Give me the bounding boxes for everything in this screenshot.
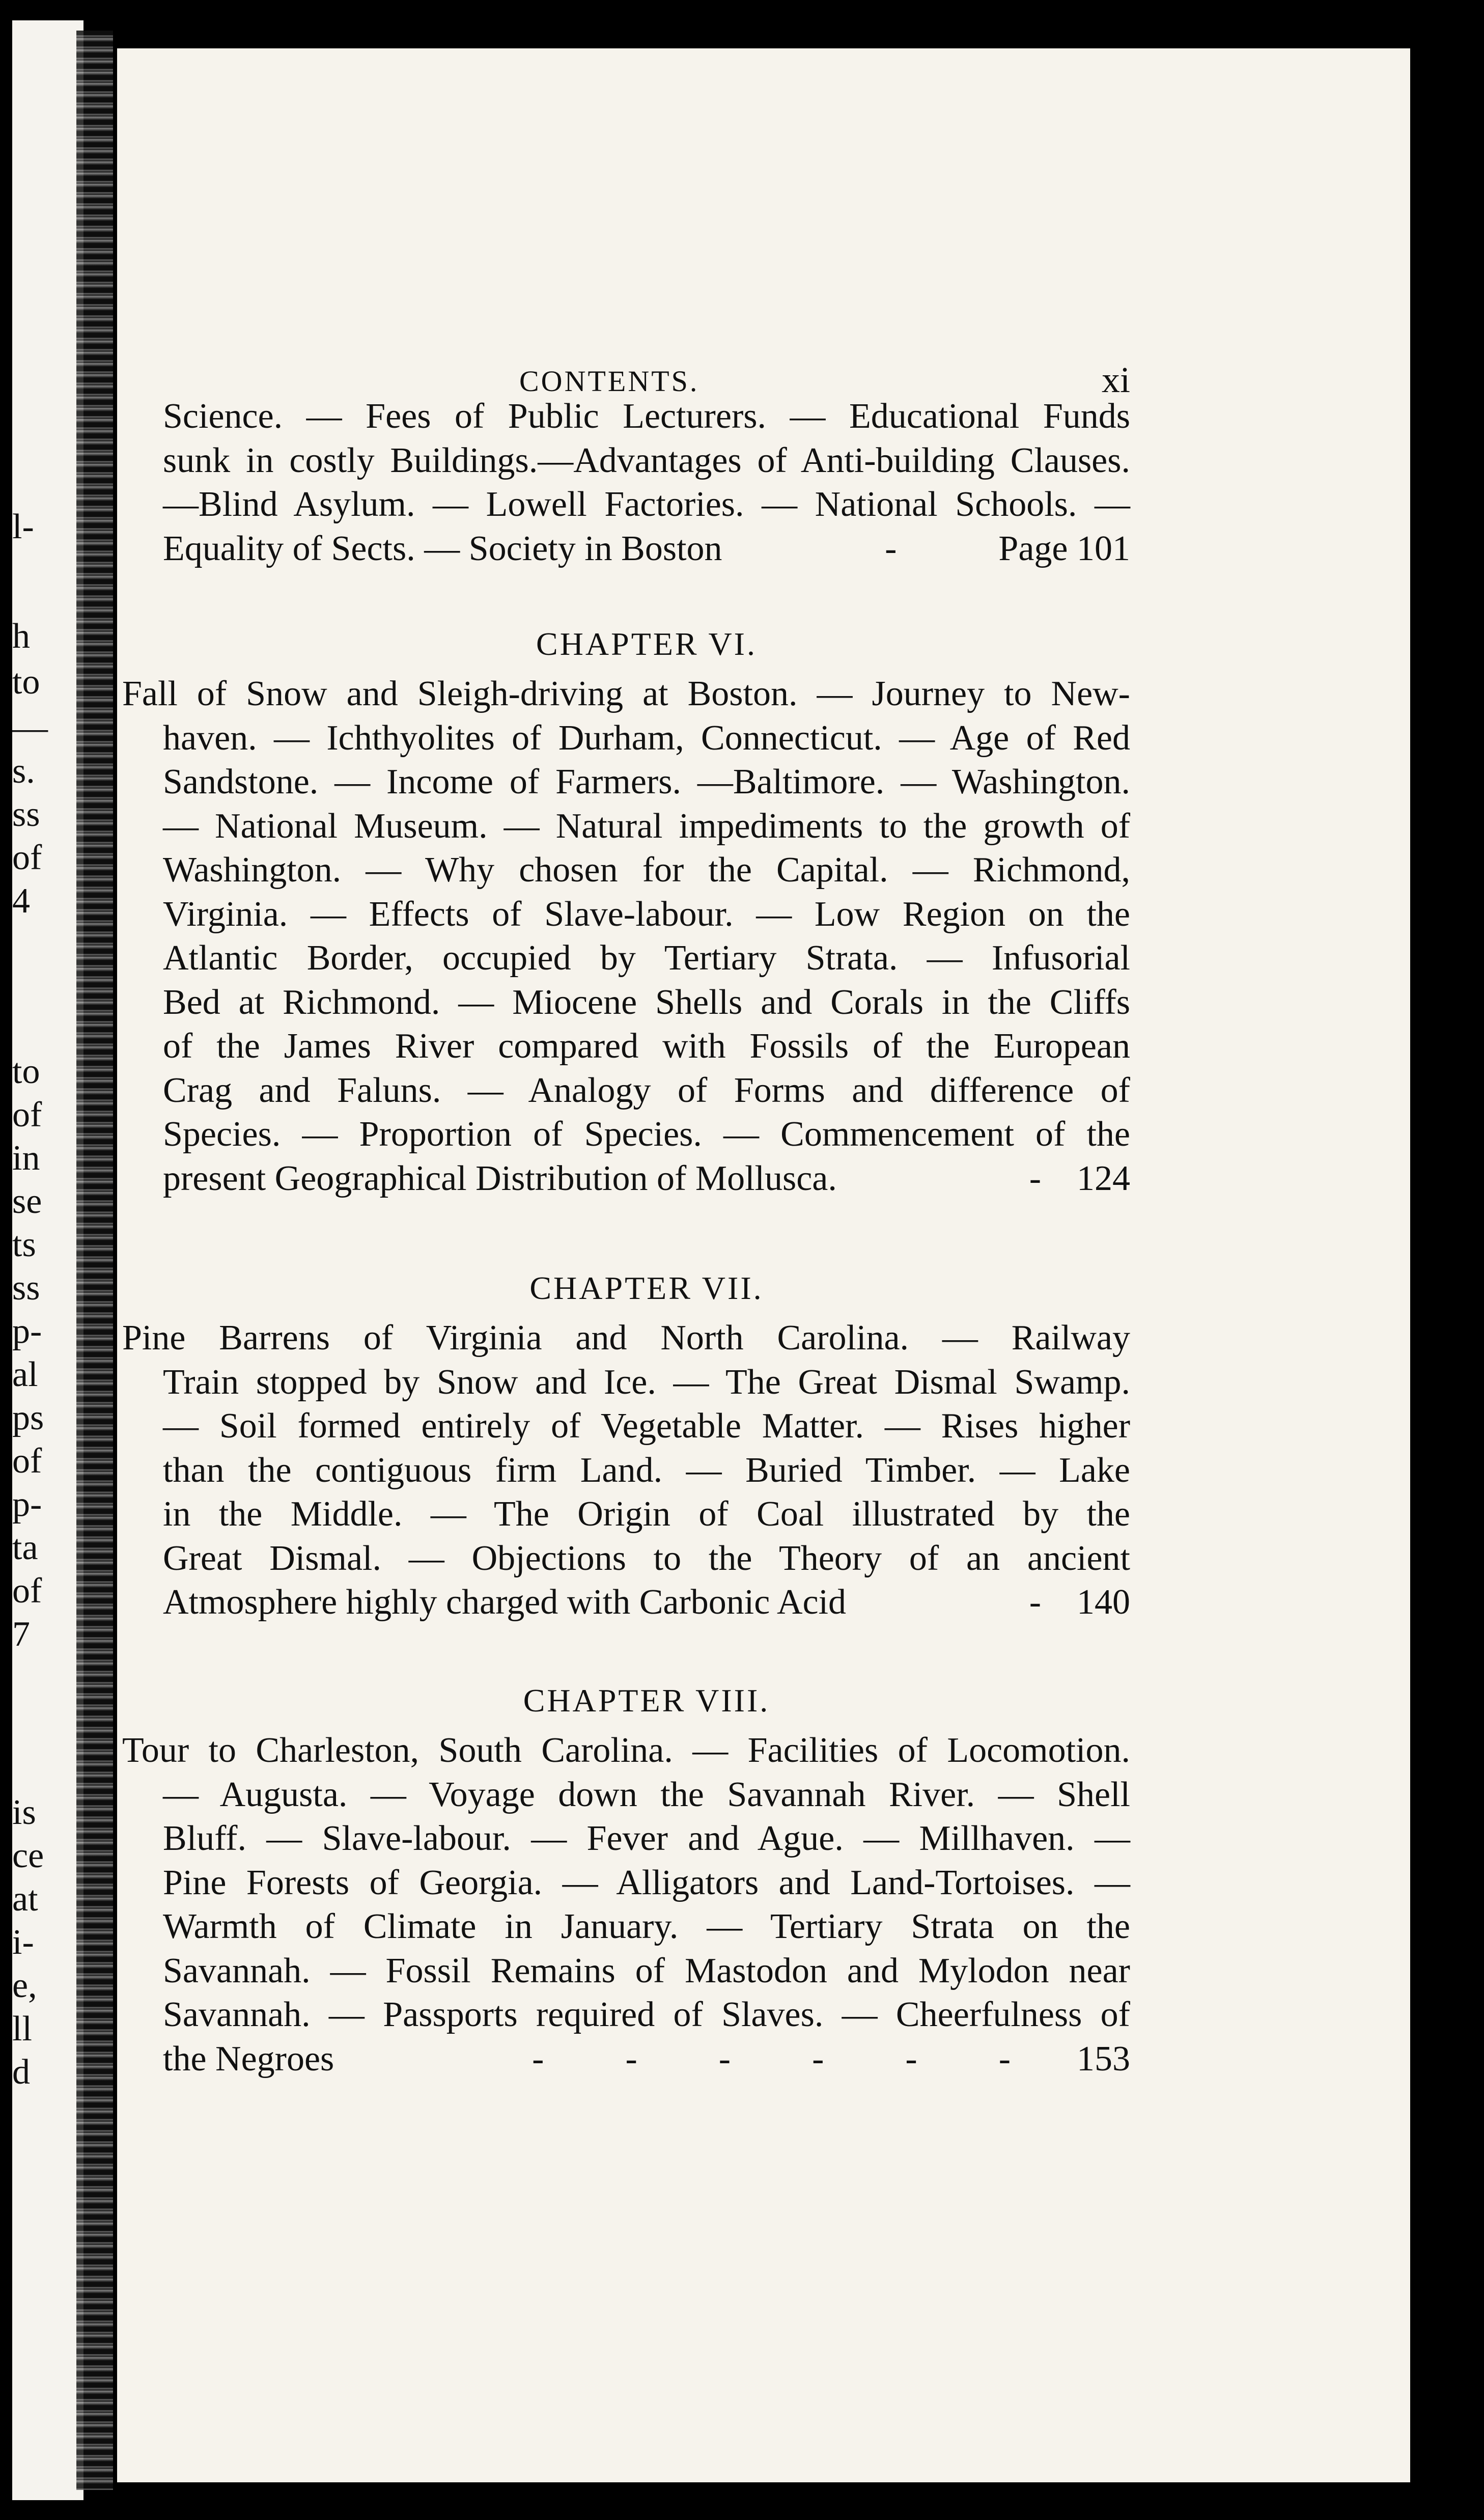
entry-line: Crag and Faluns. — Analogy of Forms and difference of <box>163 1070 1130 1110</box>
gutter-fragment: to <box>12 1052 40 1091</box>
entry-line: Species. — Proportion of Species. — Commencement of the <box>163 1115 1130 1154</box>
leader-dash: - <box>532 2039 544 2079</box>
gutter-fragment: l- <box>12 507 34 546</box>
gutter-fragment: ll <box>12 2009 32 2048</box>
entry-line: Atmosphere highly charged with Carbonic Acid <box>163 1583 847 1622</box>
gutter-fragment: ts <box>12 1225 36 1264</box>
entry-line: Tour to Charleston, South Carolina. — Facilities of Locomotion. <box>122 1731 1130 1770</box>
entry-line: haven. — Ichthyolites of Durham, Connecticut. — Age of Red <box>163 718 1130 758</box>
page-reference: 124 <box>1077 1158 1130 1198</box>
gutter-fragment: to <box>12 662 40 702</box>
gutter-fragment: of <box>12 1571 42 1611</box>
binding-edge <box>76 31 113 2490</box>
gutter-fragment: ps <box>12 1398 44 1437</box>
entry-line: Fall of Snow and Sleigh-driving at Boston. — Journey to New- <box>122 674 1130 713</box>
entry-line: of the James River compared with Fossils of the European <box>163 1027 1130 1066</box>
entry-last-line <box>163 1581 1130 1625</box>
dot-leader <box>532 2037 1011 2082</box>
gutter-fragment: i- <box>12 1923 34 1962</box>
chapter-viii-section <box>122 1673 1130 2081</box>
leader-dash: - <box>718 2039 731 2079</box>
gutter-fragment: — <box>12 708 48 747</box>
facing-page-fragment <box>12 20 83 2500</box>
entry-line: Pine Barrens of Virginia and North Carolina. — Railway <box>122 1318 1130 1358</box>
gutter-fragment: e, <box>12 1966 37 2005</box>
leader-dash: - <box>905 2039 917 2079</box>
chapter-heading: CHAPTER VIII. <box>523 1682 770 1719</box>
entry-line: the Negroes <box>163 2039 334 2079</box>
page-reference: Page 101 <box>998 529 1130 568</box>
gutter-fragment: p- <box>12 1312 42 1351</box>
entry-line: Sandstone. — Income of Farmers. —Baltimore. — Washington. <box>163 762 1130 801</box>
entry-last-line <box>163 1157 1130 1201</box>
entry-line: — National Museum. — Natural impediments to the growth of <box>163 806 1130 846</box>
chapter-vi-section <box>122 616 1130 1201</box>
entry-line: sunk in costly Buildings.—Advantages of Anti-building Clauses. <box>163 440 1130 480</box>
gutter-fragment: in <box>12 1139 40 1178</box>
chapter-heading: CHAPTER VI. <box>536 626 757 662</box>
entry-line: than the contiguous firm Land. — Buried Timber. — Lake <box>163 1450 1130 1490</box>
gutter-fragment: 7 <box>12 1615 30 1654</box>
page-reference: 153 <box>1077 2039 1130 2079</box>
entry-line: Bluff. — Slave-labour. — Fever and Ague. — Millhaven. — <box>163 1819 1130 1858</box>
entry-line: Equality of Sects. — Society in Boston <box>163 529 722 568</box>
leader-dash: - <box>1029 1583 1041 1622</box>
gutter-fragment: al <box>12 1355 38 1394</box>
intro-entry <box>163 395 1130 571</box>
entry-line: — Augusta. — Voyage down the Savannah River. — Shell <box>163 1775 1130 1814</box>
entry-line: Washington. — Why chosen for the Capital. — Richmond, <box>163 850 1130 890</box>
entry-line: present Geographical Distribution of Mollusca. <box>163 1158 837 1198</box>
gutter-fragment: h <box>12 617 30 656</box>
entry-line: Great Dismal. — Objections to the Theory of an ancient <box>163 1538 1130 1578</box>
entry-last-line <box>163 2037 1130 2082</box>
leader-dash: - <box>885 529 897 568</box>
entry-line: Bed at Richmond. — Miocene Shells and Corals in the Cliffs <box>163 982 1130 1022</box>
entry-line: Science. — Fees of Public Lecturers. — Educational Funds <box>163 397 1130 436</box>
leader-dash: - <box>625 2039 637 2079</box>
gutter-fragment: of <box>12 1442 42 1481</box>
gutter-fragment: d <box>12 2053 30 2092</box>
gutter-fragment: at <box>12 1879 38 1919</box>
entry-last-line <box>163 527 1130 571</box>
entry-line: Virginia. — Effects of Slave-labour. — Low Region on the <box>163 894 1130 934</box>
gutter-fragment: s. <box>12 752 35 791</box>
entry-line: Savannah. — Passports required of Slaves. — Cheerfulness of <box>163 1995 1130 2034</box>
leader-dash: - <box>998 2039 1011 2079</box>
book-page <box>117 48 1410 2482</box>
page-number: xi <box>1101 359 1130 400</box>
gutter-fragment: is <box>12 1793 36 1832</box>
page-reference: 140 <box>1077 1583 1130 1622</box>
entry-line: Train stopped by Snow and Ice. — The Great Dismal Swamp. <box>163 1362 1130 1402</box>
entry-line: Warmth of Climate in January. — Tertiary Strata on the <box>163 1907 1130 1946</box>
gutter-fragment: ss <box>12 1268 40 1308</box>
chapter-heading: CHAPTER VII. <box>529 1270 764 1306</box>
chapter-vii-section <box>122 1260 1130 1625</box>
gutter-fragment: ss <box>12 795 40 834</box>
entry-line: — Soil formed entirely of Vegetable Matter. — Rises higher <box>163 1406 1130 1446</box>
running-head: CONTENTS. <box>519 365 699 398</box>
gutter-fragment: of <box>12 1095 42 1134</box>
entry-line: Pine Forests of Georgia. — Alligators and Land-Tortoises. — <box>163 1863 1130 1902</box>
leader-dash: - <box>1029 1158 1041 1198</box>
gutter-fragment: ce <box>12 1836 44 1875</box>
gutter-fragment: se <box>12 1182 42 1221</box>
entry-line: Atlantic Border, occupied by Tertiary Strata. — Infusorial <box>163 938 1130 978</box>
gutter-fragment: ta <box>12 1528 38 1567</box>
gutter-fragment: 4 <box>12 881 30 921</box>
entry-line: —Blind Asylum. — Lowell Factories. — National Schools. — <box>163 485 1130 524</box>
entry-line: Savannah. — Fossil Remains of Mastodon and Mylodon near <box>163 1951 1130 1990</box>
entry-line: in the Middle. — The Origin of Coal illustrated by the <box>163 1494 1130 1534</box>
leader-dash: - <box>812 2039 824 2079</box>
gutter-fragment: p- <box>12 1485 42 1524</box>
gutter-fragment: of <box>12 838 42 877</box>
